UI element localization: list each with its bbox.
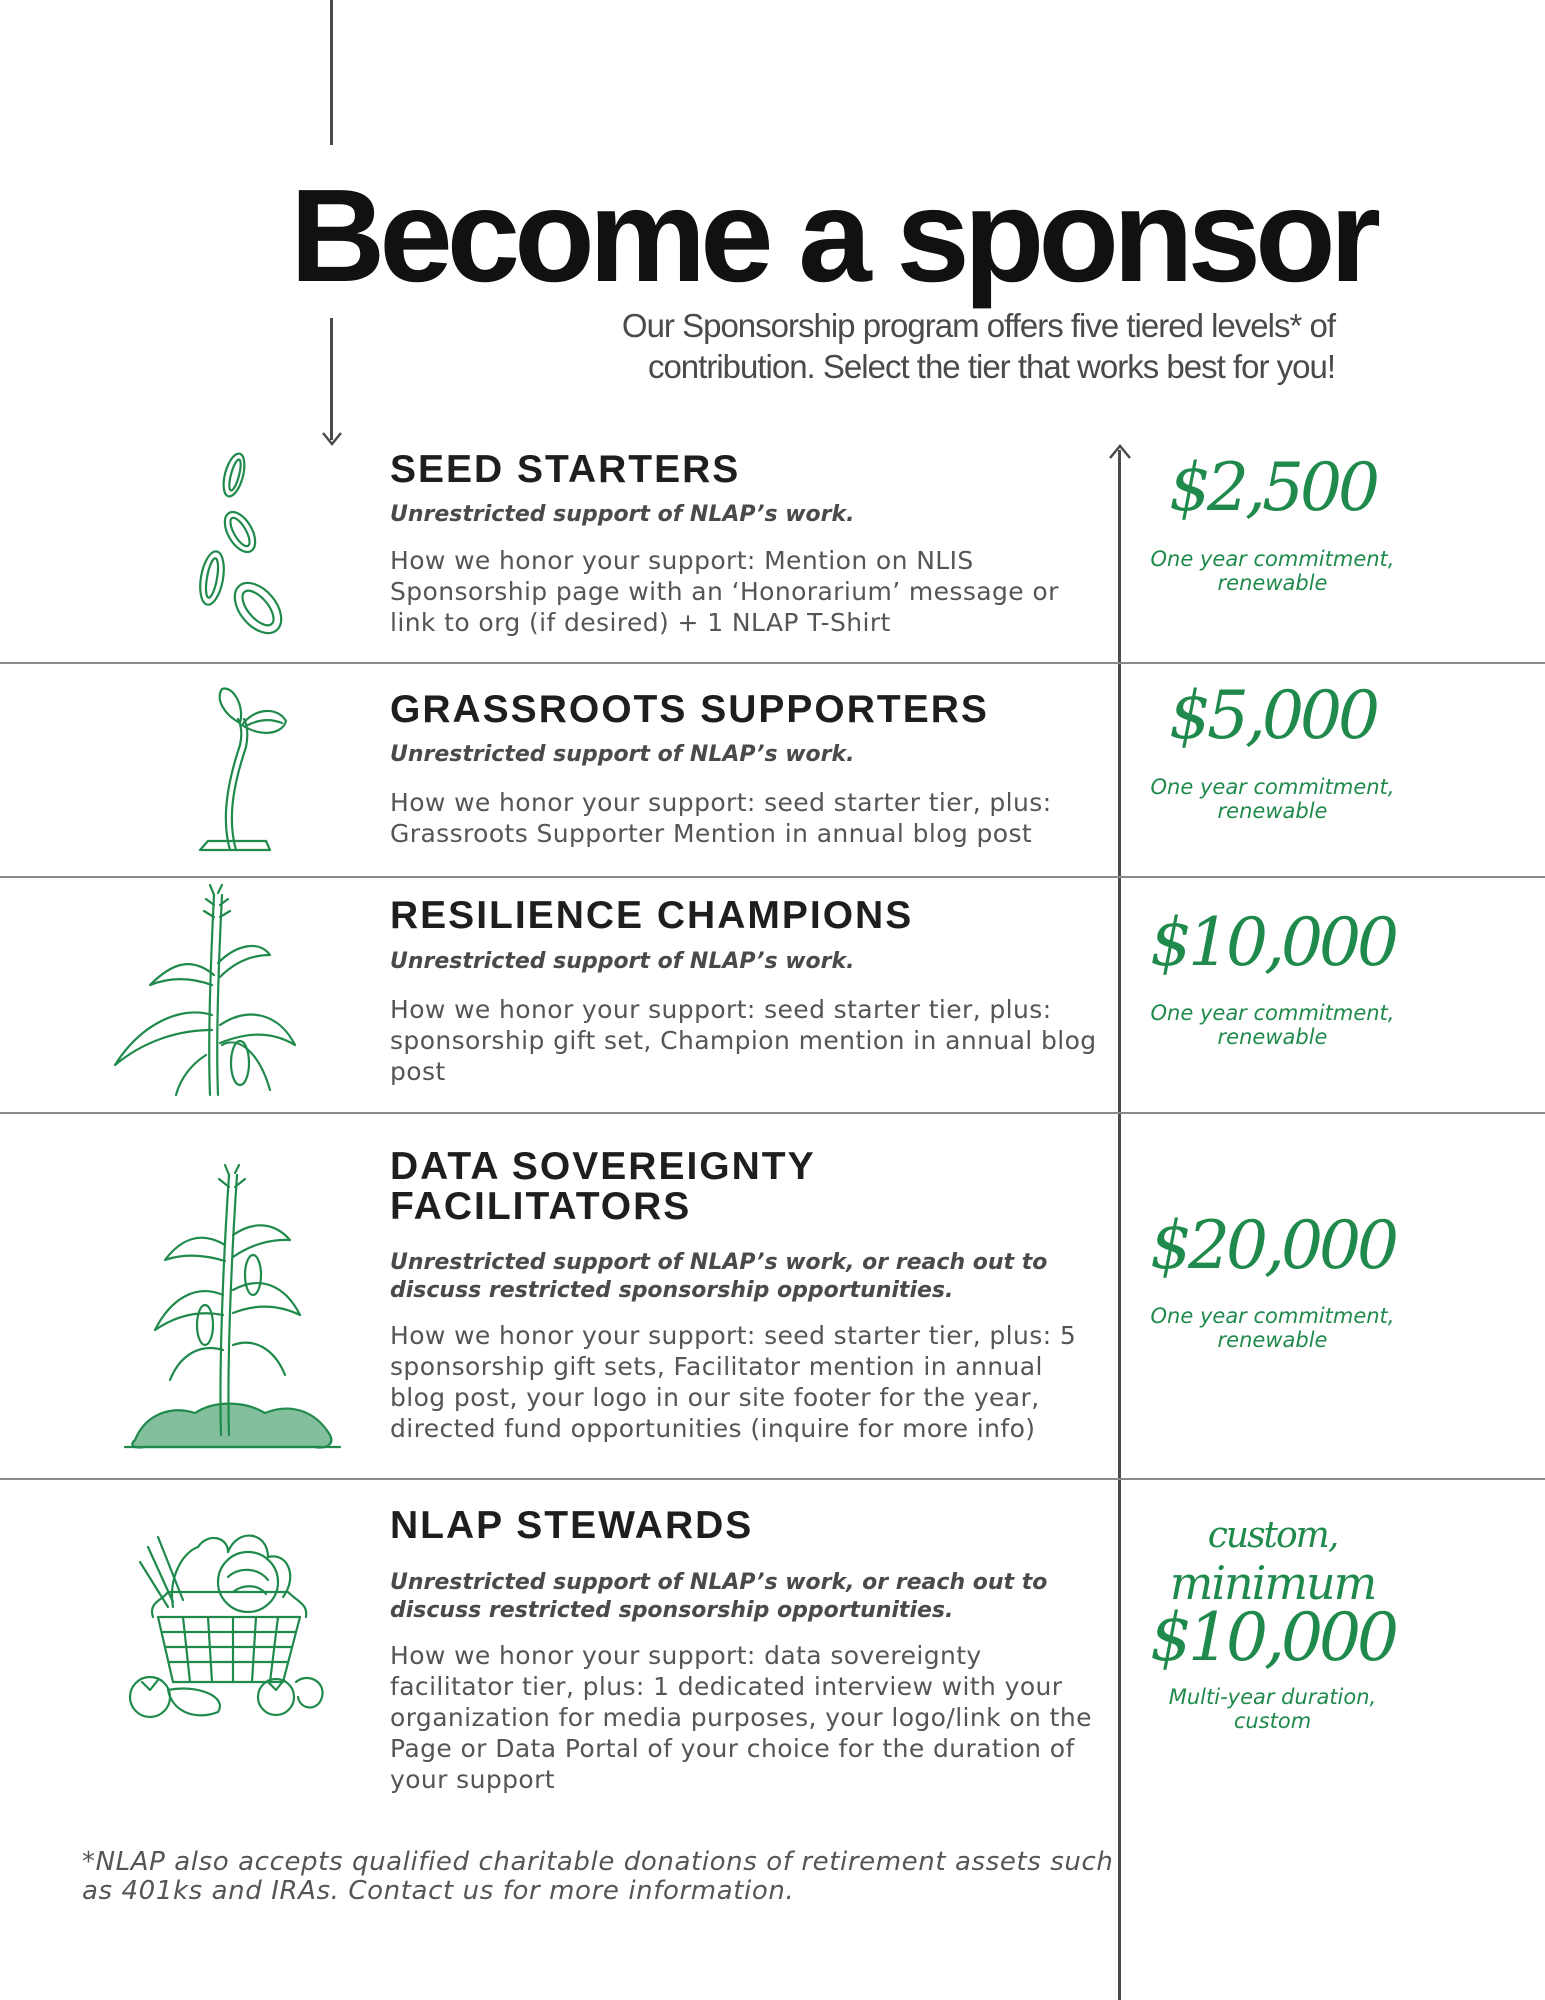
tier-term: Multi-year duration, custom xyxy=(1168,1685,1377,1733)
tier-divider xyxy=(0,876,1545,878)
tier-term: One year commitment, renewable xyxy=(1150,1304,1395,1352)
sprout-icon xyxy=(190,685,300,855)
tier-divider xyxy=(0,1478,1545,1480)
tier-term: One year commitment, renewable xyxy=(1150,547,1395,595)
tier-price: $10,000 xyxy=(1150,904,1395,981)
tier-price: $5,000 xyxy=(1169,677,1376,754)
seeds-icon xyxy=(190,450,300,640)
center-arrow-line xyxy=(1118,450,1121,2000)
tier-price: $2,500 xyxy=(1169,449,1376,526)
tier-price-minimum: minimum xyxy=(1169,1556,1376,1610)
left-arrow-line xyxy=(330,318,333,440)
footnote: *NLAP also accepts qualified charitable donations of retirement assets such as 401ks and IRAs. Contact us for more information. xyxy=(82,1847,1114,1906)
tier-name-resilience-champions: RESILIENCE CHAMPIONS xyxy=(390,894,914,937)
tier-tagline: Unrestricted support of NLAP’s work, or reach out to discuss restricted sponsorship opportunities. xyxy=(390,1250,1048,1303)
subtitle-line: contribution. Select the tier that works best for you! xyxy=(647,348,1335,385)
tier-price: $10,000 xyxy=(1150,1599,1395,1676)
tier-name-grassroots-supporters: GRASSROOTS SUPPORTERS xyxy=(390,688,989,731)
page-title: Become a sponsor xyxy=(290,162,1376,309)
down-arrow-icon xyxy=(320,430,344,450)
tier-price: $20,000 xyxy=(1150,1207,1395,1284)
tier-divider xyxy=(0,1112,1545,1114)
tier-tagline: Unrestricted support of NLAP’s work. xyxy=(390,742,855,767)
tier-name-nlap-stewards: NLAP STEWARDS xyxy=(390,1504,754,1547)
tier-name-data-sovereignty-facilitators xyxy=(390,1147,1090,1227)
page-subtitle xyxy=(435,305,1335,387)
tier-tagline: Unrestricted support of NLAP’s work. xyxy=(390,949,855,974)
corn-garden-icon xyxy=(125,1165,340,1450)
tier-name-line: FACILITATORS xyxy=(390,1185,692,1228)
tier-divider xyxy=(0,662,1545,664)
tier-name-line: DATA SOVEREIGNTY xyxy=(390,1145,816,1188)
tier-description: How we honor your support: data sovereignty facilitator tier, plus: 1 dedicated interview with your organization for media purposes, your logo/link on the Page or Data Portal of your choice for the duration of your support xyxy=(390,1641,1092,1794)
tier-tagline: Unrestricted support of NLAP’s work. xyxy=(390,502,855,527)
corn-stalk-icon xyxy=(110,885,300,1097)
top-divider-line xyxy=(330,0,333,145)
vegetable-basket-icon xyxy=(128,1522,328,1722)
tier-term: One year commitment, renewable xyxy=(1150,1001,1395,1049)
tier-term: One year commitment, renewable xyxy=(1150,775,1395,823)
tier-description: How we honor your support: Mention on NLIS Sponsorship page with an ‘Honorarium’ message or link to org (if desired) + 1 NLAP T-Shirt xyxy=(390,546,1059,637)
tier-description: How we honor your support: seed starter tier, plus: 5 sponsorship gift sets, Facilitator mention in annual blog post, your logo in our site footer for the year, directed fund opportunities (inquire for more info) xyxy=(390,1321,1077,1443)
subtitle-line: Our Sponsorship program offers five tiered levels* of xyxy=(621,307,1335,344)
tier-description: How we honor your support: seed starter tier, plus: Grassroots Supporter Mention in annual blog post xyxy=(390,788,1052,848)
tier-tagline: Unrestricted support of NLAP’s work, or reach out to discuss restricted sponsorship opportunities. xyxy=(390,1570,1048,1623)
tier-description: How we honor your support: seed starter tier, plus: sponsorship gift set, Champion mention in annual blog post xyxy=(390,995,1097,1086)
tier-price-custom: custom, xyxy=(1207,1515,1338,1556)
tier-name-seed-starters: SEED STARTERS xyxy=(390,448,741,491)
